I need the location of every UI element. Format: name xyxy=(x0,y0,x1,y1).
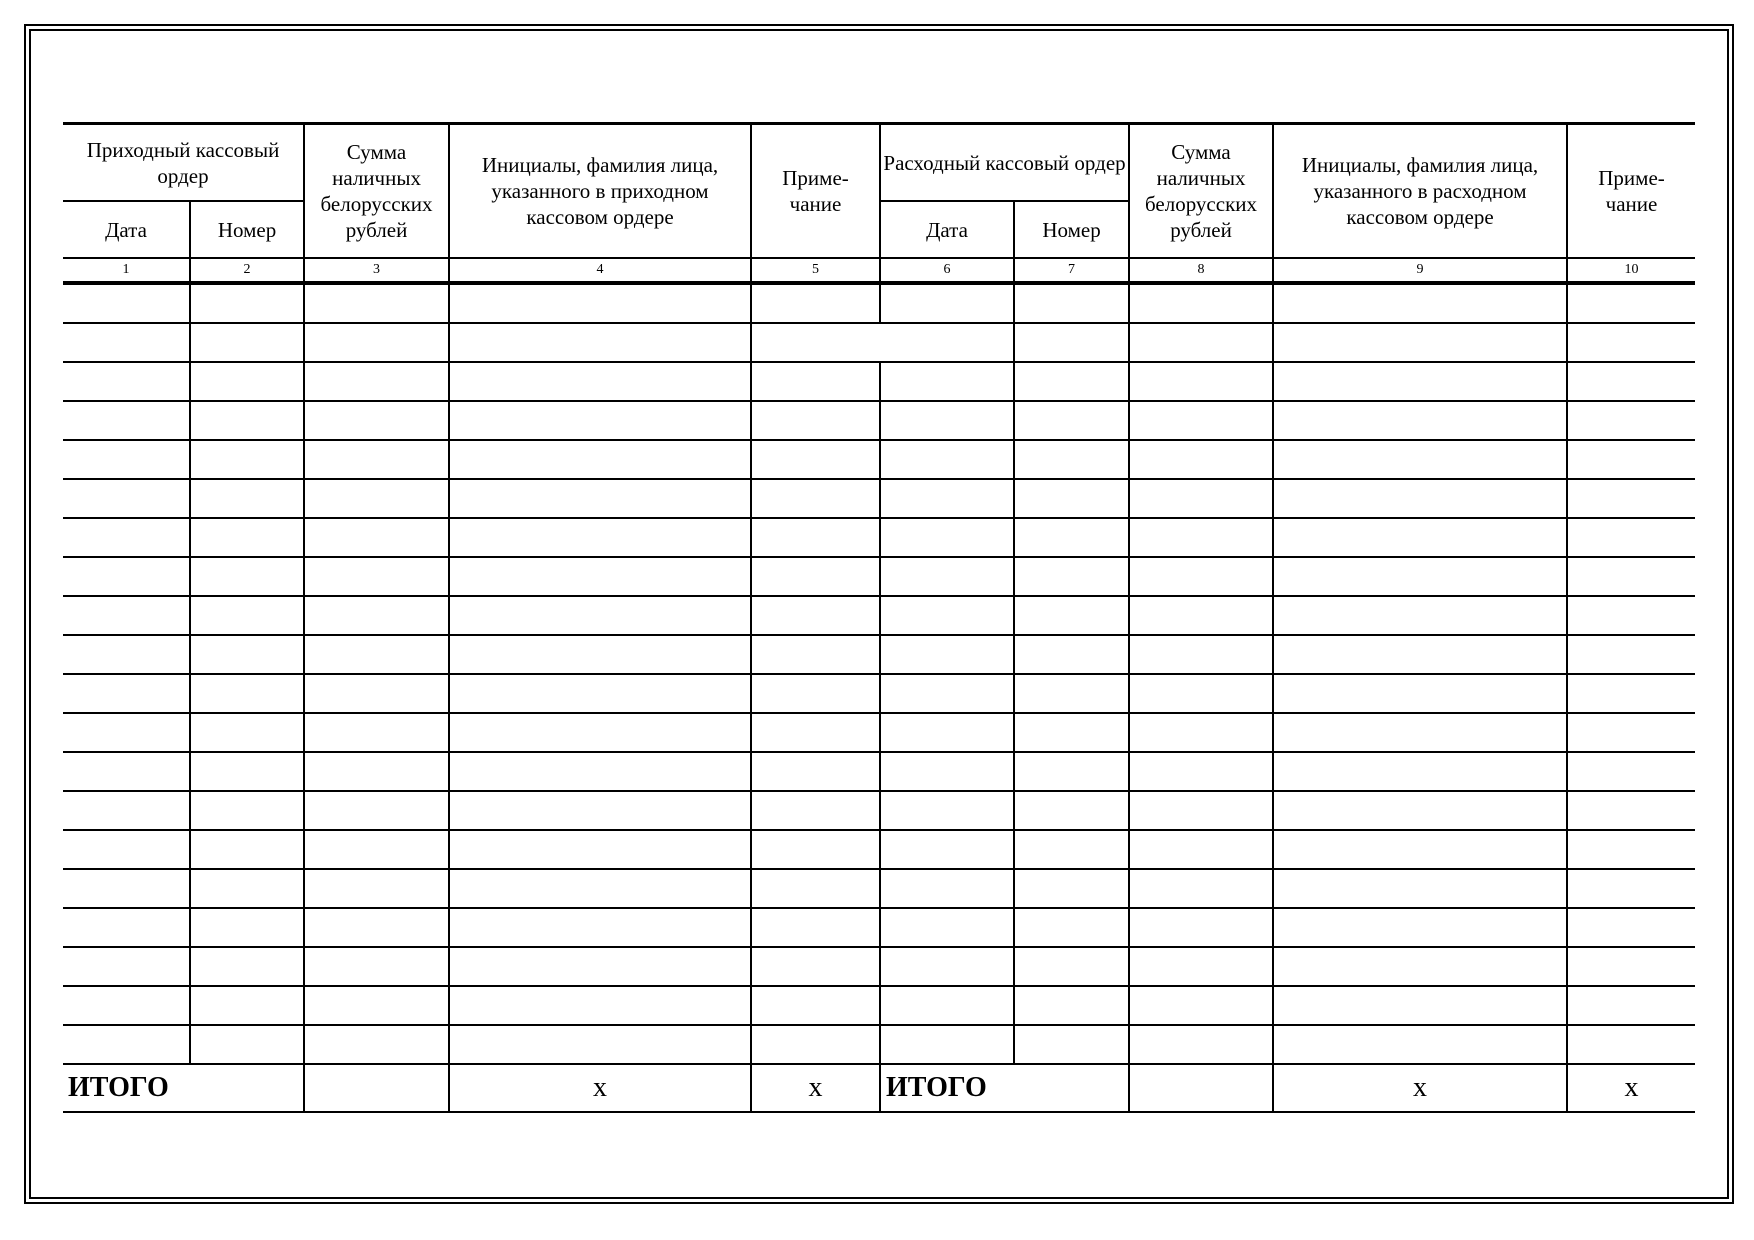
column-number: 9 xyxy=(1273,258,1567,283)
table-cell[interactable] xyxy=(1129,752,1273,791)
table-cell[interactable] xyxy=(1567,908,1695,947)
table-cell[interactable] xyxy=(63,752,190,791)
table-cell[interactable] xyxy=(880,791,1014,830)
table-cell[interactable] xyxy=(880,869,1014,908)
table-cell[interactable] xyxy=(449,401,751,440)
table-cell[interactable] xyxy=(1567,791,1695,830)
table-cell[interactable] xyxy=(1567,596,1695,635)
table-cell[interactable] xyxy=(751,752,880,791)
receipt-person-header: Инициалы, фамилия лица, указанного в приходном кассовом ордере xyxy=(449,124,751,259)
table-cell[interactable] xyxy=(1129,323,1273,362)
table-cell[interactable] xyxy=(1273,362,1567,401)
table-cell[interactable] xyxy=(880,596,1014,635)
table-cell[interactable] xyxy=(751,908,880,947)
table-row xyxy=(63,479,1695,518)
table-cell[interactable] xyxy=(304,1025,449,1064)
expense-person-header: Инициалы, фамилия лица, указанного в расходном кассовом ордере xyxy=(1273,124,1567,259)
table-cell[interactable] xyxy=(449,283,751,323)
table-cell[interactable] xyxy=(190,869,304,908)
table-cell[interactable] xyxy=(1273,401,1567,440)
table-cell[interactable] xyxy=(449,1025,751,1064)
table-cell[interactable] xyxy=(304,947,449,986)
table-cell[interactable] xyxy=(63,323,190,362)
table-cell[interactable] xyxy=(880,986,1014,1025)
table-cell[interactable] xyxy=(1014,479,1129,518)
table-row xyxy=(63,518,1695,557)
table-cell[interactable] xyxy=(63,401,190,440)
table-row xyxy=(63,791,1695,830)
table-cell[interactable] xyxy=(304,713,449,752)
table-cell[interactable] xyxy=(1273,557,1567,596)
receipt-sum-header: Сумма наличных белорусских рублей xyxy=(304,124,449,259)
table-cell[interactable] xyxy=(1014,752,1129,791)
table-row xyxy=(63,947,1695,986)
table-cell[interactable] xyxy=(1273,1025,1567,1064)
table-row xyxy=(63,1025,1695,1064)
receipt-total-note-mark: х xyxy=(751,1064,880,1112)
expense-total-note-mark: х xyxy=(1567,1064,1695,1112)
table-cell[interactable] xyxy=(1273,440,1567,479)
table-cell[interactable] xyxy=(63,596,190,635)
table-cell[interactable] xyxy=(1014,401,1129,440)
table-cell[interactable] xyxy=(449,791,751,830)
table-cell[interactable] xyxy=(1129,283,1273,323)
table-cell[interactable] xyxy=(63,713,190,752)
table-cell[interactable] xyxy=(1014,362,1129,401)
table-cell[interactable] xyxy=(1014,283,1129,323)
table-cell[interactable] xyxy=(1014,713,1129,752)
table-cell[interactable] xyxy=(751,674,880,713)
table-cell[interactable] xyxy=(1129,479,1273,518)
table-cell[interactable] xyxy=(1014,869,1129,908)
table-cell[interactable] xyxy=(449,596,751,635)
table-cell[interactable] xyxy=(1014,986,1129,1025)
table-cell[interactable] xyxy=(1129,635,1273,674)
table-cell[interactable] xyxy=(63,986,190,1025)
cash-ledger-table xyxy=(63,122,1695,1113)
table-cell[interactable] xyxy=(449,908,751,947)
table-cell[interactable] xyxy=(304,908,449,947)
table-cell[interactable] xyxy=(751,986,880,1025)
table-cell[interactable] xyxy=(1567,674,1695,713)
table-cell[interactable] xyxy=(880,752,1014,791)
table-cell[interactable] xyxy=(1273,479,1567,518)
table-cell[interactable] xyxy=(1567,362,1695,401)
table-row xyxy=(63,323,1695,362)
table-row xyxy=(63,440,1695,479)
table-cell[interactable] xyxy=(63,869,190,908)
table-cell[interactable] xyxy=(304,752,449,791)
table-cell[interactable] xyxy=(449,479,751,518)
table-cell[interactable] xyxy=(751,283,880,323)
receipt-number-header: Номер xyxy=(190,201,304,258)
table-cell[interactable] xyxy=(1014,323,1129,362)
table-cell[interactable] xyxy=(190,479,304,518)
table-cell[interactable] xyxy=(1273,869,1567,908)
table-cell[interactable] xyxy=(880,635,1014,674)
table-cell[interactable] xyxy=(1014,1025,1129,1064)
table-cell[interactable] xyxy=(1567,1025,1695,1064)
table-row xyxy=(63,557,1695,596)
table-cell[interactable] xyxy=(190,283,304,323)
table-cell[interactable] xyxy=(304,635,449,674)
table-cell[interactable] xyxy=(304,674,449,713)
table-row xyxy=(63,713,1695,752)
table-cell[interactable] xyxy=(751,362,880,401)
table-cell[interactable] xyxy=(1567,986,1695,1025)
table-cell[interactable] xyxy=(63,947,190,986)
ledger-body xyxy=(63,283,1695,1064)
table-cell[interactable] xyxy=(1273,713,1567,752)
table-cell[interactable] xyxy=(880,362,1014,401)
expense-note-header: Приме- чание xyxy=(1567,124,1695,259)
table-row xyxy=(63,986,1695,1025)
table-cell[interactable] xyxy=(449,362,751,401)
table-cell[interactable] xyxy=(190,752,304,791)
table-cell[interactable] xyxy=(880,479,1014,518)
table-row xyxy=(63,596,1695,635)
table-cell[interactable] xyxy=(449,869,751,908)
table-cell[interactable] xyxy=(304,440,449,479)
expense-total-person-mark: х xyxy=(1273,1064,1567,1112)
table-cell[interactable] xyxy=(1129,713,1273,752)
table-cell[interactable] xyxy=(304,401,449,440)
table-row xyxy=(63,401,1695,440)
table-cell[interactable] xyxy=(880,518,1014,557)
table-cell[interactable] xyxy=(880,830,1014,869)
table-cell[interactable] xyxy=(880,908,1014,947)
table-cell[interactable] xyxy=(751,635,880,674)
column-number: 6 xyxy=(880,258,1014,283)
table-cell[interactable] xyxy=(449,830,751,869)
table-row xyxy=(63,635,1695,674)
table-cell[interactable] xyxy=(880,557,1014,596)
table-cell[interactable] xyxy=(880,1025,1014,1064)
table-cell[interactable] xyxy=(1129,908,1273,947)
receipt-total-sum-cell[interactable] xyxy=(304,1064,449,1112)
table-cell[interactable] xyxy=(63,362,190,401)
table-cell[interactable] xyxy=(751,713,880,752)
table-cell[interactable] xyxy=(63,557,190,596)
table-cell[interactable] xyxy=(1273,283,1567,323)
table-cell[interactable] xyxy=(190,635,304,674)
table-cell[interactable] xyxy=(1129,830,1273,869)
expense-date-header: Дата xyxy=(880,201,1014,258)
table-cell[interactable] xyxy=(1129,869,1273,908)
table-cell[interactable] xyxy=(880,401,1014,440)
table-cell[interactable] xyxy=(880,713,1014,752)
table-cell[interactable] xyxy=(63,479,190,518)
table-cell[interactable] xyxy=(304,986,449,1025)
table-cell[interactable] xyxy=(751,479,880,518)
table-cell[interactable] xyxy=(304,518,449,557)
expense-order-header: Расходный кассовый ордер xyxy=(880,124,1129,202)
table-cell[interactable] xyxy=(751,1025,880,1064)
table-cell[interactable] xyxy=(1567,635,1695,674)
column-number: 4 xyxy=(449,258,751,283)
table-cell[interactable] xyxy=(1014,791,1129,830)
table-cell[interactable] xyxy=(1567,283,1695,323)
table-cell[interactable] xyxy=(1567,440,1695,479)
table-cell[interactable] xyxy=(1129,518,1273,557)
column-number: 2 xyxy=(190,258,304,283)
table-cell[interactable] xyxy=(304,283,449,323)
table-row xyxy=(63,908,1695,947)
table-cell[interactable] xyxy=(63,440,190,479)
table-cell[interactable] xyxy=(1273,947,1567,986)
table-cell[interactable] xyxy=(1014,557,1129,596)
table-cell[interactable] xyxy=(1567,947,1695,986)
table-cell[interactable] xyxy=(1129,362,1273,401)
table-cell[interactable] xyxy=(1567,830,1695,869)
table-row xyxy=(63,830,1695,869)
expense-total-label: ИТОГО xyxy=(880,1064,1129,1112)
table-cell[interactable] xyxy=(190,674,304,713)
table-row xyxy=(63,752,1695,791)
table-cell[interactable] xyxy=(1567,869,1695,908)
table-cell[interactable] xyxy=(751,518,880,557)
table-cell[interactable] xyxy=(304,557,449,596)
receipt-order-header: Приходный кассовый ордер xyxy=(63,124,304,202)
table-cell[interactable] xyxy=(1273,752,1567,791)
table-cell[interactable] xyxy=(304,869,449,908)
table-cell[interactable] xyxy=(1273,830,1567,869)
table-cell[interactable] xyxy=(304,323,449,362)
table-cell[interactable] xyxy=(449,674,751,713)
column-number: 5 xyxy=(751,258,880,283)
table-cell[interactable] xyxy=(1014,518,1129,557)
table-cell[interactable] xyxy=(190,908,304,947)
table-cell[interactable] xyxy=(190,986,304,1025)
table-cell[interactable] xyxy=(63,635,190,674)
table-cell[interactable] xyxy=(751,401,880,440)
table-cell[interactable] xyxy=(751,947,880,986)
table-cell[interactable] xyxy=(1273,323,1567,362)
table-cell[interactable] xyxy=(880,283,1014,323)
table-cell[interactable] xyxy=(1129,596,1273,635)
table-row xyxy=(63,674,1695,713)
table-cell[interactable] xyxy=(190,440,304,479)
table-cell[interactable] xyxy=(1014,947,1129,986)
receipt-date-header: Дата xyxy=(63,201,190,258)
table-cell[interactable] xyxy=(63,1025,190,1064)
table-row xyxy=(63,362,1695,401)
table-cell[interactable] xyxy=(449,518,751,557)
table-cell[interactable] xyxy=(190,1025,304,1064)
table-cell[interactable] xyxy=(63,518,190,557)
table-cell[interactable] xyxy=(1129,1025,1273,1064)
table-cell[interactable] xyxy=(1567,752,1695,791)
table-cell[interactable] xyxy=(1567,323,1695,362)
table-cell[interactable] xyxy=(880,440,1014,479)
receipt-total-person-mark: х xyxy=(449,1064,751,1112)
table-cell[interactable] xyxy=(63,908,190,947)
table-cell[interactable] xyxy=(304,830,449,869)
table-cell[interactable] xyxy=(190,518,304,557)
table-cell[interactable] xyxy=(63,283,190,323)
table-cell[interactable] xyxy=(1567,557,1695,596)
expense-number-header: Номер xyxy=(1014,201,1129,258)
table-cell[interactable] xyxy=(449,752,751,791)
table-cell[interactable] xyxy=(1014,596,1129,635)
table-cell[interactable] xyxy=(63,674,190,713)
table-cell[interactable] xyxy=(1014,674,1129,713)
table-cell[interactable] xyxy=(449,440,751,479)
table-cell[interactable] xyxy=(1273,908,1567,947)
table-cell[interactable] xyxy=(1129,986,1273,1025)
table-cell[interactable] xyxy=(190,362,304,401)
column-number: 8 xyxy=(1129,258,1273,283)
table-cell[interactable] xyxy=(751,869,880,908)
table-cell[interactable] xyxy=(1129,557,1273,596)
table-cell[interactable] xyxy=(190,557,304,596)
table-cell[interactable] xyxy=(1273,674,1567,713)
table-cell[interactable] xyxy=(449,947,751,986)
table-cell[interactable] xyxy=(1014,440,1129,479)
table-cell[interactable] xyxy=(880,947,1014,986)
column-number: 1 xyxy=(63,258,190,283)
table-cell[interactable] xyxy=(1567,518,1695,557)
table-cell[interactable] xyxy=(751,440,880,479)
table-cell[interactable] xyxy=(751,830,880,869)
table-cell[interactable] xyxy=(1567,479,1695,518)
table-cell[interactable] xyxy=(751,791,880,830)
table-cell[interactable] xyxy=(304,791,449,830)
table-cell[interactable] xyxy=(190,596,304,635)
table-cell[interactable] xyxy=(449,557,751,596)
table-cell[interactable] xyxy=(1129,947,1273,986)
table-cell[interactable] xyxy=(190,323,304,362)
table-cell[interactable] xyxy=(304,362,449,401)
table-cell[interactable] xyxy=(751,323,1014,362)
table-cell[interactable] xyxy=(1129,440,1273,479)
table-cell[interactable] xyxy=(1273,596,1567,635)
table-cell[interactable] xyxy=(304,479,449,518)
table-cell[interactable] xyxy=(449,713,751,752)
table-cell[interactable] xyxy=(190,713,304,752)
table-cell[interactable] xyxy=(449,635,751,674)
expense-total-sum-cell[interactable] xyxy=(1129,1064,1273,1112)
table-row xyxy=(63,869,1695,908)
expense-sum-header: Сумма наличных белорусских рублей xyxy=(1129,124,1273,259)
table-cell[interactable] xyxy=(1129,401,1273,440)
table-cell[interactable] xyxy=(1014,635,1129,674)
table-cell[interactable] xyxy=(880,674,1014,713)
table-cell[interactable] xyxy=(751,557,880,596)
table-cell[interactable] xyxy=(449,323,751,362)
table-cell[interactable] xyxy=(63,791,190,830)
table-cell[interactable] xyxy=(1273,791,1567,830)
table-cell[interactable] xyxy=(1014,908,1129,947)
table-cell[interactable] xyxy=(190,830,304,869)
table-cell[interactable] xyxy=(190,401,304,440)
table-row xyxy=(63,283,1695,323)
table-cell[interactable] xyxy=(63,830,190,869)
table-cell[interactable] xyxy=(304,596,449,635)
table-cell[interactable] xyxy=(190,947,304,986)
table-cell[interactable] xyxy=(190,791,304,830)
table-cell[interactable] xyxy=(449,986,751,1025)
receipt-note-header: Приме- чание xyxy=(751,124,880,259)
table-cell[interactable] xyxy=(1273,986,1567,1025)
table-cell[interactable] xyxy=(1273,635,1567,674)
table-cell[interactable] xyxy=(1014,830,1129,869)
receipt-total-label: ИТОГО xyxy=(63,1064,304,1112)
table-cell[interactable] xyxy=(751,596,880,635)
table-cell[interactable] xyxy=(1129,791,1273,830)
column-number: 3 xyxy=(304,258,449,283)
table-cell[interactable] xyxy=(1567,713,1695,752)
table-cell[interactable] xyxy=(1129,674,1273,713)
table-cell[interactable] xyxy=(1273,518,1567,557)
column-number: 10 xyxy=(1567,258,1695,283)
table-cell[interactable] xyxy=(1567,401,1695,440)
column-number: 7 xyxy=(1014,258,1129,283)
